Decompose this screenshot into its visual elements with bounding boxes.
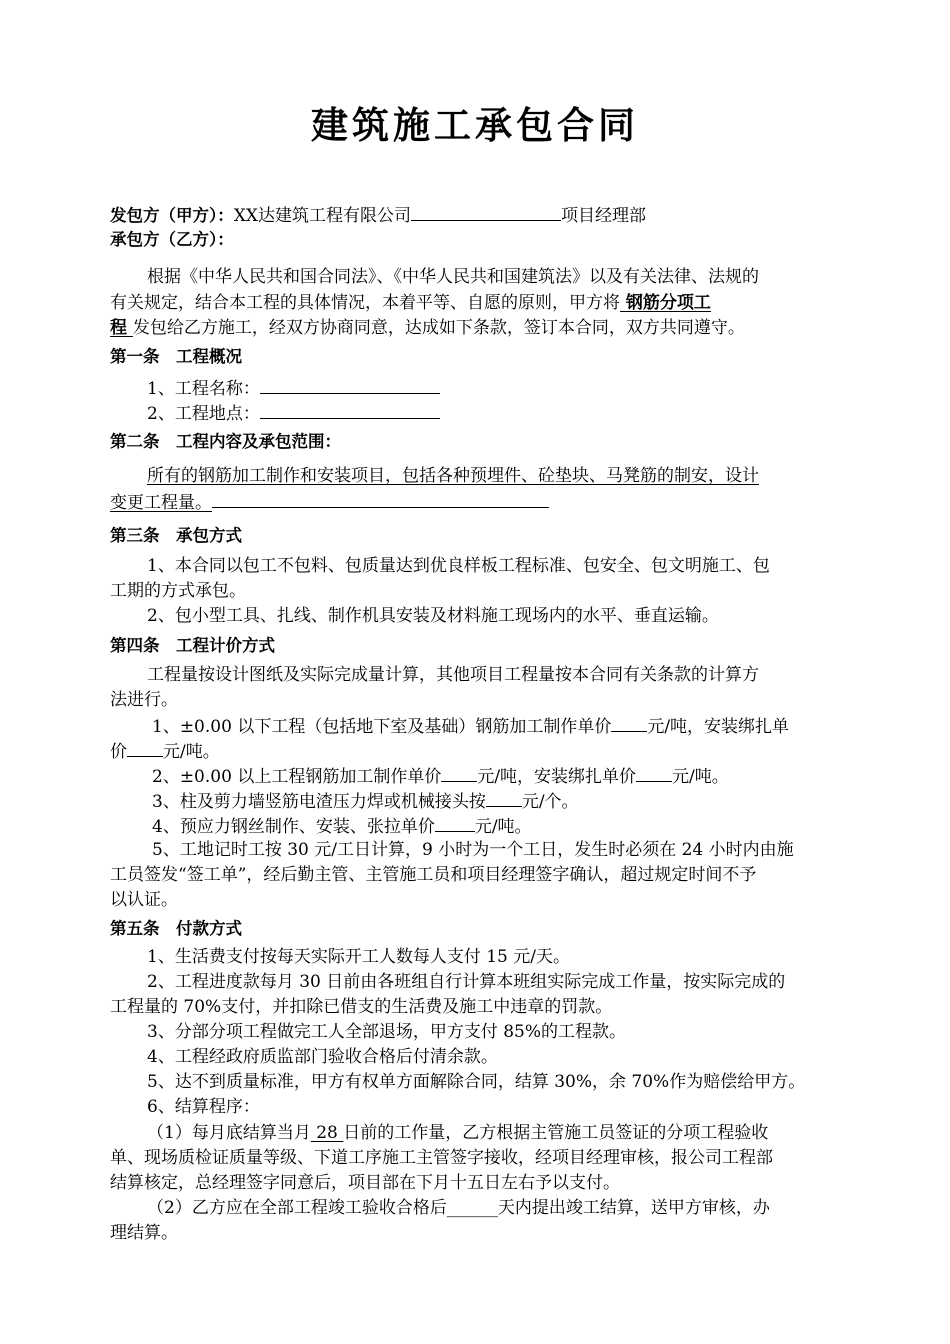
- price-blank-5: [486, 789, 522, 807]
- item-1-text-c: 价: [110, 742, 127, 762]
- party-b-label: 承包方（乙方）：: [110, 230, 234, 249]
- price-blank-4: [636, 764, 672, 782]
- settlement-step-2-line-1: [147, 1197, 770, 1219]
- settlement-days-blank: ______: [446, 1198, 498, 1218]
- article-1-heading: 第一条 工程概况: [110, 347, 242, 366]
- scope-blank: [212, 490, 549, 508]
- item-2-text-a: 2、±0.00 以上工程钢筋加工制作单价: [152, 767, 442, 787]
- article-3-item-2: 2、包小型工具、扎线、制作机具安装及材料施工现场内的水平、垂直运输。: [147, 606, 719, 626]
- price-blank-1: [611, 714, 647, 732]
- project-location-blank: [260, 401, 440, 419]
- page-title: 建筑施工承包合同: [311, 104, 639, 147]
- party-a-line: [110, 203, 646, 227]
- settlement-step-1-line-2: 单、现场质检证质量等级、下道工序施工主管签字接收，经项目经理审核，报公司工程部: [110, 1148, 773, 1168]
- article-4-para-line-2: 法进行。: [110, 690, 178, 710]
- item-4-text-b: 元/吨。: [474, 817, 532, 837]
- step-1-text-a: （1）每月底结算当月: [147, 1123, 311, 1143]
- article-5-item-1: 1、生活费支付按每天实际开工人数每人支付 15 元/天。: [147, 947, 570, 967]
- article-4-item-2: [152, 764, 729, 788]
- article-5-item-5: 5、达不到质量标准，甲方有权单方面解除合同，结算 30%，余 70%作为赔偿给甲方。: [147, 1072, 806, 1092]
- project-name-part-2: 程: [110, 318, 133, 338]
- article-2-line-1: [147, 465, 759, 487]
- item-2-text-c: 元/吨。: [672, 767, 729, 787]
- article-3-item-1-line-2: 工期的方式承包。: [110, 581, 246, 601]
- article-4-item-5-line-1: 5、工地记时工按 30 元/工日计算，9 小时为一个工日，发生时必须在 24 小时内由施: [152, 840, 794, 860]
- intro-line-3-text: 发包给乙方施工，经双方协商同意，达成如下条款，签订本合同，双方共同遵守。: [132, 318, 745, 338]
- intro-line-2: [110, 292, 711, 314]
- article-4-para-line-1: 工程量按设计图纸及实际完成量计算，其他项目工程量按本合同有关条款的计算方: [147, 665, 759, 685]
- price-blank-3: [441, 764, 477, 782]
- party-a-blank: [411, 203, 561, 221]
- article-5-item-3: 3、分部分项工程做完工人全部退场，甲方支付 85%的工程款。: [147, 1022, 627, 1042]
- article-3-heading: 第三条 承包方式: [110, 526, 242, 545]
- party-a-label: 发包方（甲方）：: [110, 206, 234, 225]
- item-4-text-a: 4、预应力钢丝制作、安装、张拉单价: [152, 817, 435, 837]
- price-blank-2: [127, 739, 163, 757]
- article-5-heading: 第五条 付款方式: [110, 919, 242, 938]
- intro-line-3: [110, 317, 745, 339]
- item-3-text-a: 3、柱及剪力墙竖筋电渣压力焊或机械接头按: [152, 792, 486, 812]
- price-blank-6: [435, 814, 475, 832]
- article-5-item-6: 6、结算程序：: [147, 1097, 260, 1117]
- party-a-suffix: 项目经理部: [560, 206, 646, 226]
- article-4-item-5-line-3: 以认证。: [110, 890, 178, 910]
- article-5-item-2-line-2: 工程量的 70%支付，并扣除已借支的生活费及施工中违章的罚款。: [110, 997, 613, 1017]
- article-5-item-2-line-1: 2、工程进度款每月 30 日前由各班组自行计算本班组实际完成工作量，按实际完成的: [147, 972, 786, 992]
- party-b-line: [110, 229, 234, 251]
- step-2-text-b: 天内提出竣工结算，送甲方审核，办: [497, 1198, 770, 1218]
- item-1-text-b: 元/吨，安装绑扎单: [647, 717, 790, 737]
- article-4-heading: 第四条 工程计价方式: [110, 636, 275, 655]
- item-2-text-b: 元/吨，安装绑扎单价: [477, 767, 637, 787]
- project-location-label: 2、工程地点：: [147, 404, 260, 424]
- item-1-text-a: 1、±0.00 以下工程（包括地下室及基础）钢筋加工制作单价: [152, 717, 612, 737]
- settlement-step-2-line-2: 理结算。: [110, 1223, 178, 1243]
- party-a-name: XX达建筑工程有限公司: [233, 206, 411, 226]
- article-3-item-1-line-1: 1、本合同以包工不包料、包质量达到优良样板工程标准、包安全、包文明施工、包: [147, 556, 770, 576]
- article-2-line-2: [110, 490, 549, 514]
- article-4-item-5-line-2: 工员签发“签工单”，经后勤主管、主管施工员和项目经理签字确认，超过规定时间不予: [110, 865, 757, 885]
- project-name-label: 1、工程名称：: [147, 379, 260, 399]
- article-2-heading: 第二条 工程内容及承包范围：: [110, 432, 341, 451]
- intro-line-1: 根据《中华人民共和国合同法》、《中华人民共和国建筑法》以及有关法律、法规的: [147, 267, 759, 287]
- scope-text-1: 所有的钢筋加工制作和安装项目，包括各种预埋件、砼垫块、马凳筋的制安，设计: [147, 466, 759, 486]
- article-1-item-2: [147, 401, 440, 425]
- step-1-text-b: 日前的工作量，乙方根据主管施工员签证的分项工程验收: [343, 1123, 769, 1143]
- settlement-day: 28: [310, 1123, 344, 1143]
- article-4-item-1-line-1: [152, 714, 789, 738]
- project-name-blank: [260, 376, 440, 394]
- item-1-text-d: 元/吨。: [163, 742, 220, 762]
- article-4-item-4: [152, 814, 532, 838]
- article-4-item-1-line-2: [110, 739, 220, 763]
- project-name-part-1: 钢筋分项工: [620, 293, 711, 313]
- settlement-step-1-line-1: [147, 1122, 768, 1144]
- settlement-step-1-line-3: 结算核定，总经理签字同意后，项目部在下月十五日左右予以支付。: [110, 1173, 620, 1193]
- item-3-text-b: 元/个。: [521, 792, 579, 812]
- article-4-item-3: [152, 789, 579, 813]
- article-5-item-4: 4、工程经政府质监部门验收合格后付清余款。: [147, 1047, 498, 1067]
- scope-text-2: 变更工程量。: [110, 493, 212, 513]
- step-2-text-a: （2）乙方应在全部工程竣工验收合格后: [147, 1198, 447, 1218]
- intro-line-2-text: 有关规定，结合本工程的具体情况，本着平等、自愿的原则，甲方将: [110, 293, 620, 313]
- article-1-item-1: [147, 376, 440, 400]
